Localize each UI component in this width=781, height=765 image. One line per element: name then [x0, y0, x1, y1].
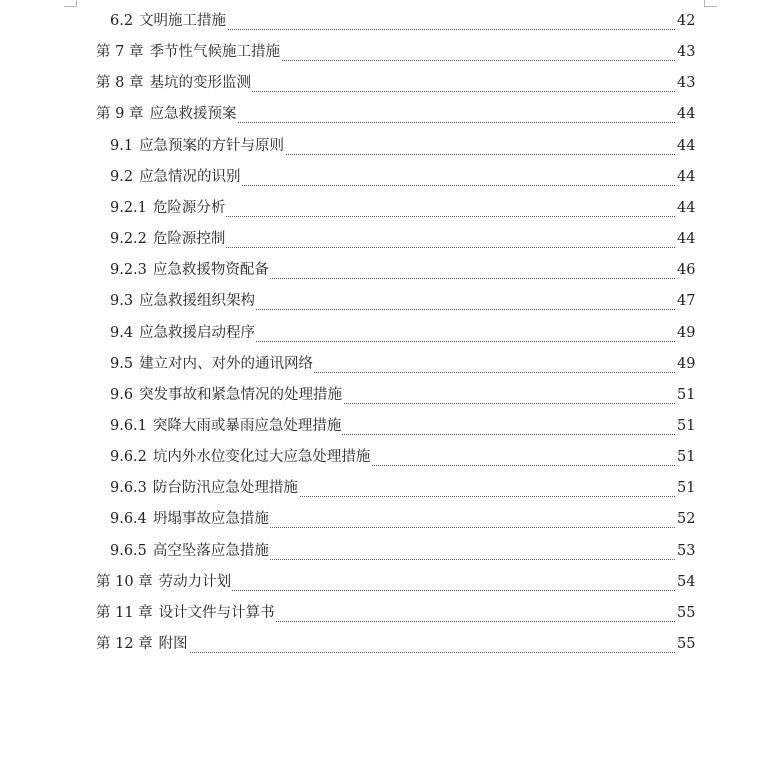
toc-entry-title: 季节性气候施工措施 — [149, 44, 280, 61]
toc-entry[interactable] — [0, 8, 781, 39]
toc-entry[interactable] — [0, 257, 781, 288]
toc-entry-number: 9.6 — [110, 386, 134, 403]
toc-entry-text — [110, 12, 227, 30]
toc-entry-title: 突发事故和紧急情况的处理措施 — [139, 386, 343, 403]
toc-entry-title: 应急救援启动程序 — [139, 324, 256, 341]
toc-entry-number: 9.6.4 — [110, 511, 147, 528]
toc-entry-text — [110, 168, 242, 186]
toc-entry-text — [110, 417, 342, 435]
toc-entry-text — [110, 324, 256, 342]
toc-entry-title: 防台防汛应急处理措施 — [152, 480, 298, 497]
toc-entry[interactable] — [0, 351, 781, 382]
toc-page-number: 49 — [677, 324, 696, 341]
toc-entry-title: 应急预案的方针与原则 — [139, 137, 285, 154]
toc-page-number: 44 — [677, 106, 696, 123]
toc-entry[interactable] — [0, 195, 781, 226]
toc-page-number: 51 — [677, 449, 696, 466]
toc-page-number: 55 — [677, 636, 696, 652]
toc-entry[interactable] — [0, 226, 781, 257]
toc-page-number: 44 — [677, 168, 696, 185]
toc-entry-text — [96, 74, 252, 92]
toc-entry-text — [110, 479, 299, 497]
toc-entry-text — [110, 510, 270, 528]
toc-entry-title: 危险源分析 — [152, 199, 226, 216]
toc-entry[interactable] — [0, 569, 781, 600]
toc-entry-number: 9.6.2 — [110, 449, 147, 466]
toc-page-number: 43 — [677, 44, 696, 61]
toc-entry-title: 建立对内、对外的通讯网络 — [139, 355, 314, 372]
toc-entry-number: 第 12 章 — [96, 636, 153, 652]
toc-entry-text — [110, 292, 256, 310]
toc-entry-number: 9.2.2 — [110, 231, 147, 248]
toc-page-number: 54 — [677, 573, 696, 590]
toc-entry[interactable] — [0, 444, 781, 475]
toc-entry-title: 基坑的变形监测 — [149, 75, 251, 92]
toc-entry-number: 9.2.1 — [110, 199, 147, 216]
toc-entry[interactable] — [0, 39, 781, 70]
toc-page-number: 51 — [677, 386, 696, 403]
toc-entry-text — [110, 137, 285, 155]
toc-entry-number: 9.6.1 — [110, 417, 147, 434]
toc-entry[interactable] — [0, 164, 781, 195]
toc-entry[interactable] — [0, 101, 781, 132]
toc-entry[interactable] — [0, 70, 781, 101]
toc-entry-number: 9.6.5 — [110, 542, 147, 559]
toc-entry-title: 附图 — [158, 636, 188, 652]
toc-entry-number: 6.2 — [110, 13, 134, 29]
page-corner-mark-right — [704, 0, 717, 7]
toc-entry-text — [110, 230, 226, 248]
toc-entry-title: 坍塌事故应急措施 — [152, 511, 269, 528]
toc-entry-title: 高空坠落应急措施 — [152, 542, 269, 559]
toc-page-number: 44 — [677, 231, 696, 248]
toc-entry[interactable] — [0, 600, 781, 631]
toc-entry[interactable] — [0, 413, 781, 444]
toc-entry-text — [110, 448, 371, 466]
toc-entry-text — [110, 386, 343, 404]
toc-entry-number: 9.6.3 — [110, 480, 147, 497]
toc-entry-number: 第 9 章 — [96, 106, 144, 123]
toc-entry-number: 9.3 — [110, 293, 134, 310]
toc-entry-text — [96, 43, 281, 61]
toc-entry-title: 劳动力计划 — [158, 573, 232, 590]
page-corner-mark-left — [64, 0, 77, 7]
toc-page-number: 44 — [677, 137, 696, 154]
toc-entry-number: 9.2 — [110, 168, 134, 185]
toc-entry-number: 9.4 — [110, 324, 134, 341]
toc-page-number: 44 — [677, 199, 696, 216]
toc-entry-text — [110, 261, 270, 279]
toc-entry-title: 危险源控制 — [152, 231, 226, 248]
toc-page-number: 49 — [677, 355, 696, 372]
toc-entry-title: 坑内外水位变化过大应急处理措施 — [152, 449, 371, 466]
toc-entry[interactable] — [0, 382, 781, 413]
toc-entry-title: 设计文件与计算书 — [158, 604, 275, 621]
toc-page-number: 51 — [677, 480, 696, 497]
toc-entry-title: 应急救援物资配备 — [152, 262, 269, 279]
toc-entry-title: 应急救援预案 — [149, 106, 237, 123]
toc-page-number: 43 — [677, 75, 696, 92]
toc-entry-number: 第 8 章 — [96, 75, 144, 92]
toc-page-number: 47 — [677, 293, 696, 310]
toc-entry-number: 9.1 — [110, 137, 134, 154]
toc-entry-text — [110, 355, 314, 373]
toc-entry-title: 应急救援组织架构 — [139, 293, 256, 310]
toc-entry-title: 应急情况的识别 — [139, 168, 241, 185]
toc-entry-text — [96, 573, 232, 591]
toc-entry[interactable] — [0, 288, 781, 319]
toc-page-number: 46 — [677, 262, 696, 279]
toc-entry-text — [110, 199, 226, 217]
toc-entry-number: 9.5 — [110, 355, 134, 372]
toc-entry[interactable] — [0, 320, 781, 351]
toc-entry-text — [96, 105, 237, 123]
toc-entry-title: 突降大雨或暴雨应急处理措施 — [152, 417, 342, 434]
toc-entry[interactable] — [0, 475, 781, 506]
toc-entry-number: 第 10 章 — [96, 573, 153, 590]
toc-page-number: 52 — [677, 511, 696, 528]
toc-entry[interactable] — [0, 538, 781, 569]
toc-entry-text — [96, 635, 189, 653]
toc-entry[interactable] — [0, 133, 781, 164]
toc-entry-number: 9.2.3 — [110, 262, 147, 279]
toc-page-number: 53 — [677, 542, 696, 559]
toc-page-number: 51 — [677, 417, 696, 434]
toc-page-number: 42 — [677, 13, 696, 29]
toc-page-number: 55 — [677, 604, 696, 621]
toc-entry[interactable] — [0, 506, 781, 537]
toc-entry[interactable] — [0, 631, 781, 662]
toc-entry-number: 第 7 章 — [96, 44, 144, 61]
toc-entry-text — [110, 542, 270, 560]
toc-entry-number: 第 11 章 — [96, 604, 153, 621]
toc-entry-text — [96, 604, 276, 622]
toc-entry-title: 文明施工措施 — [139, 13, 227, 29]
